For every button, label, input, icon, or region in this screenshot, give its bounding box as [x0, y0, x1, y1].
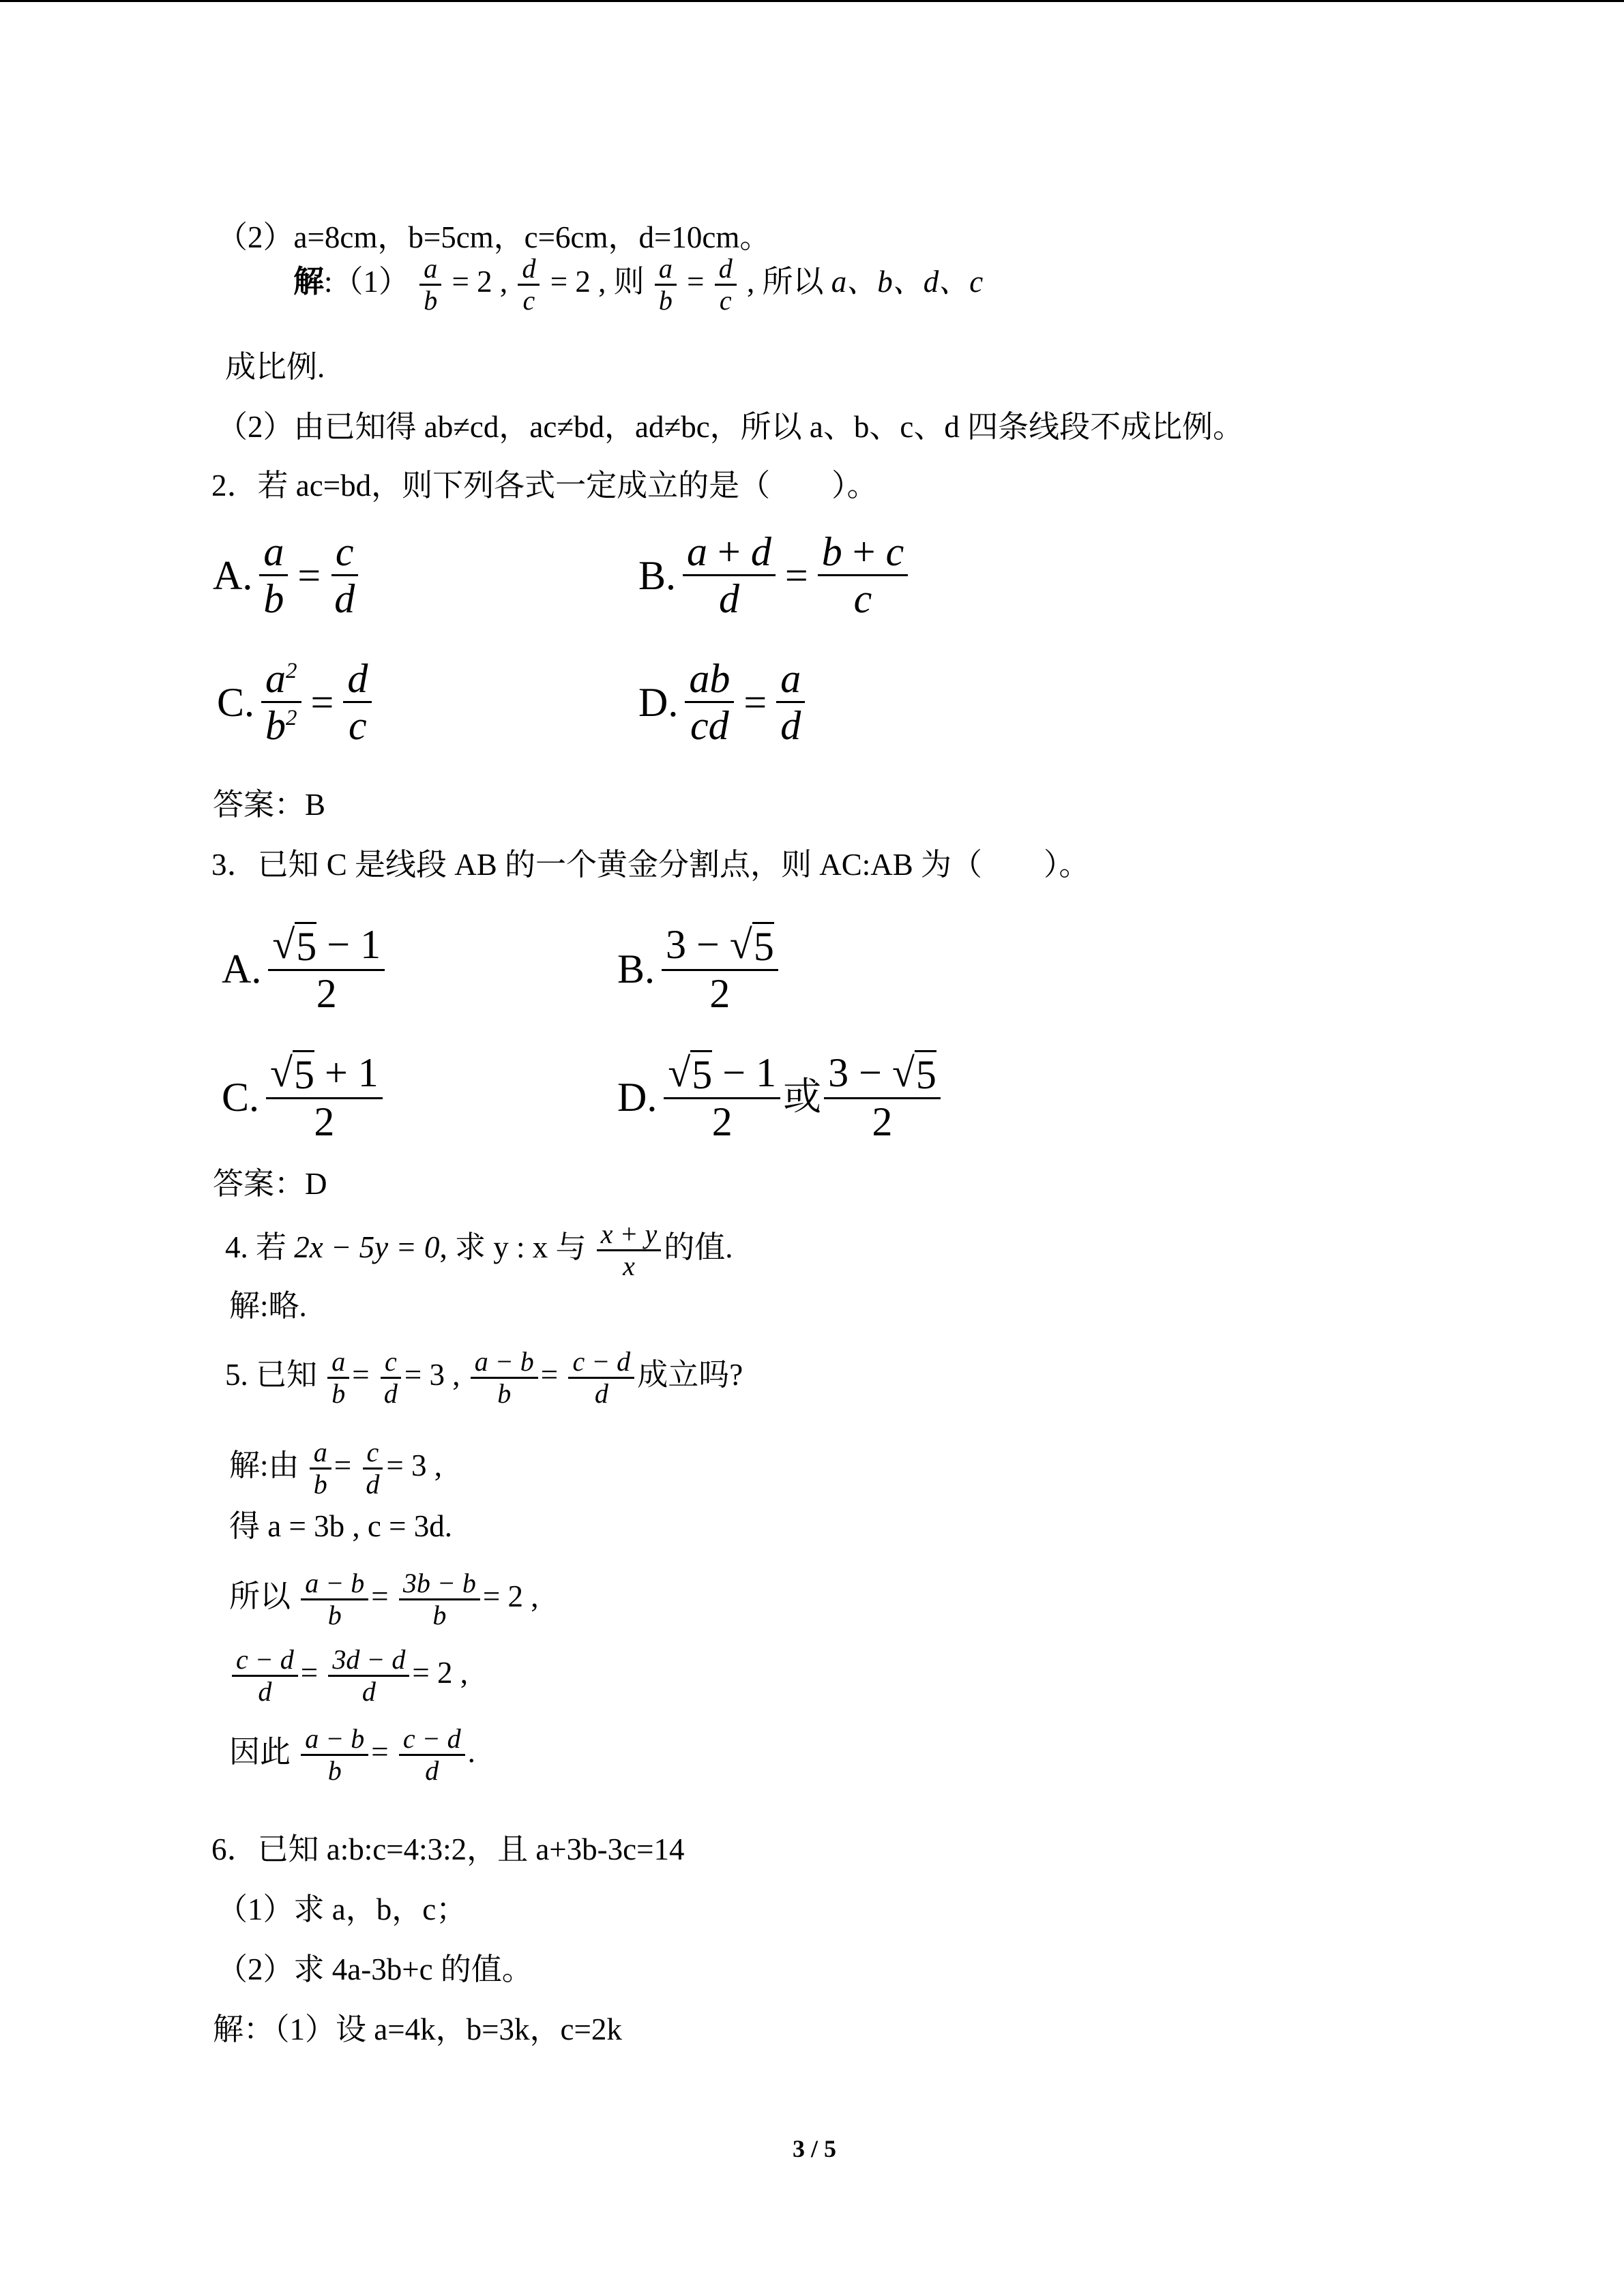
- option-label-d: D.: [638, 679, 679, 725]
- q5-sol-frac-a-b: $\frac{a}{b}$: [310, 1437, 331, 1500]
- q5-frac-cmd-d-3: $\frac{c - d}{d}$: [399, 1724, 465, 1786]
- q2-answer: [213, 784, 325, 825]
- q5-sol-frac-c-d: $\frac{c}{d}$: [361, 1437, 383, 1500]
- question-6-text: 6．已知 a:b:c=4:3:2，且 a+3b-3c=14: [211, 1832, 685, 1866]
- question-2: [211, 465, 878, 506]
- question-3-text: 3．已知 C 是线段 AB 的一个黄金分割点，则 AC:AB 为（ ）。: [211, 848, 1090, 882]
- q5-frac-c-d: $\frac{c}{d}$: [380, 1347, 402, 1409]
- q5-sol-eq3: = 3 ,: [386, 1448, 443, 1482]
- eq-2b: = 2 , 则: [550, 264, 645, 299]
- q5-sol-1: 解:由 $\frac{a}{b}$ = $\frac{c}{d}$ = 3 ,: [229, 1437, 443, 1500]
- part2-solution: [217, 406, 1243, 447]
- q5-sol5: 因此: [229, 1734, 291, 1769]
- frac-a2-b2: $\frac{a^2}{b^2}$: [261, 656, 301, 748]
- q3-answer: [213, 1163, 327, 1204]
- q5-sol-4: $\frac{c - d}{d}$ = $\frac{3d - d}{d}$ = 2 ,: [229, 1645, 468, 1707]
- eq-2a: = 2 ,: [452, 264, 508, 299]
- q5-frac-a-b: $\frac{a}{b}$: [327, 1347, 349, 1409]
- q4-pre: 4. 若: [225, 1229, 287, 1264]
- eq-2c: , 所以: [746, 264, 824, 299]
- frac-sqrt5-minus-1-d: √ 5 − 1 2: [664, 1050, 780, 1144]
- q5-sol-3: 所以 $\frac{a - b}{b}$ = $\frac{3b - b}{b}$ = 2 ,: [229, 1568, 539, 1630]
- frac-ab-cd: $\frac{ab}{cd}$: [685, 656, 734, 748]
- fraction-a-over-b-2: $\frac{a}{b}$: [655, 254, 677, 316]
- top-border: [0, 0, 1624, 2]
- frac-3-minus-sqrt5-d: 3 − √ 5 2: [824, 1050, 941, 1144]
- q6-part1-text: （1）求 a，b，c；: [217, 1892, 467, 1926]
- frac-a-d: $\frac{a}{d}$: [776, 656, 805, 748]
- frac-apd-d: $\frac{a + d}{d}$: [683, 529, 776, 621]
- question-3: [211, 844, 1090, 885]
- q5-sol1: 解:由: [229, 1448, 299, 1482]
- frac-sqrt5-plus-1: √ 5 + 1 2: [266, 1050, 383, 1144]
- q4-solution-text: 解:略.: [229, 1289, 307, 1323]
- q3-option-d: [617, 1050, 943, 1144]
- q3-option-b: [617, 922, 781, 1016]
- part2-given: [217, 217, 770, 258]
- q6-solution: [213, 2009, 622, 2050]
- q3-answer-text: 答案：D: [213, 1167, 327, 1201]
- q5-sol-5: 因此 $\frac{a - b}{b}$ = $\frac{c - d}{d}$ .: [229, 1723, 475, 1786]
- q5-eq3: = 3 ,: [404, 1357, 460, 1392]
- q5-frac-amb-b-3: $\frac{a - b}{b}$: [301, 1724, 368, 1786]
- q6-part2: [217, 1949, 533, 1990]
- fraction-a-over-b: $\frac{a}{b}$: [419, 254, 441, 316]
- solution-1: 解:（1） $\frac{a}{b}$ = 2 , $\frac{d}{c}$ = 2 , 则 $\frac{a}{b}$ = $\frac{d}{c}$ , 所以 a、b、d、c: [293, 253, 984, 316]
- fraction-d-over-c-2: $\frac{d}{c}$: [715, 254, 737, 316]
- sequence: a、b、d、c: [831, 264, 984, 299]
- q5-eq2-b: = 2 ,: [412, 1655, 469, 1690]
- option-label-b-3: B.: [617, 946, 655, 992]
- frac-bpc-c: $\frac{b + c}{c}$: [818, 529, 908, 621]
- or-text: 或: [783, 1075, 822, 1119]
- frac-c-d: $\frac{c}{d}$: [330, 529, 359, 621]
- q5-sol3: 所以: [229, 1579, 291, 1613]
- page-number: 3 / 5: [793, 2135, 837, 2162]
- q6-part2-text: （2）求 4a-3b+c 的值。: [217, 1952, 533, 1986]
- q2-answer-text: 答案：B: [213, 788, 326, 822]
- proportion-text: [225, 346, 325, 387]
- question-4: [225, 1219, 733, 1281]
- frac-d-c: $\frac{d}{c}$: [343, 656, 372, 748]
- q5-frac-amb-b: $\frac{a - b}{b}$: [471, 1347, 538, 1409]
- q6-part1: [217, 1889, 467, 1930]
- q4-equation: 2x − 5y = 0: [294, 1229, 440, 1264]
- q4-mid: , 求 y : x 与: [439, 1229, 587, 1264]
- question-2-text: 2．若 ac=bd，则下列各式一定成立的是（ ）。: [211, 468, 878, 503]
- q5-frac-3bmb-b: $\frac{3b - b}{b}$: [399, 1568, 480, 1630]
- q2-option-d: D. $\frac{ab}{cd}$ = $\frac{a}{d}$: [638, 656, 808, 748]
- option-label-c-3: C.: [222, 1075, 260, 1120]
- q2-option-b: B. $\frac{a + d}{d}$ = $\frac{b + c}{c}$: [638, 529, 911, 621]
- option-label-b: B.: [638, 552, 677, 598]
- part2-solution-text: （2）由已知得 ab≠cd，ac≠bd，ad≠bc，所以 a、b、c、d 四条线段不成比例。: [217, 410, 1244, 444]
- q5-frac-cmd-d-2: $\frac{c - d}{d}$: [232, 1645, 298, 1707]
- q5-sol2: 得 a = 3b , c = 3d.: [229, 1509, 452, 1543]
- frac-3-minus-sqrt5: 3 − √ 5 2: [662, 922, 778, 1016]
- solution-part-label: （1）: [332, 264, 410, 299]
- q6-solution-text: 解：（1）设 a=4k，b=3k，c=2k: [213, 2012, 622, 2046]
- q3-option-c: [222, 1050, 385, 1144]
- option-label-d-3: D.: [617, 1075, 658, 1120]
- frac-a-b: $\frac{a}{b}$: [259, 529, 288, 621]
- fraction-d-over-c: $\frac{d}{c}$: [518, 254, 540, 316]
- q3-option-a: [222, 922, 387, 1016]
- part2-given-text: （2）a=8cm，b=5cm，c=6cm，d=10cm。: [217, 220, 771, 254]
- solution-label: 解: [293, 263, 325, 299]
- q5-sol-2: [229, 1506, 452, 1547]
- proportion-text-label: 成比例.: [225, 350, 325, 384]
- q5-frac-cmd-d: $\frac{c - d}{d}$: [568, 1347, 634, 1409]
- question-6: [211, 1829, 685, 1870]
- q5-frac-3dmd-d: $\frac{3d - d}{d}$: [328, 1645, 409, 1707]
- question-5: 5. 已知 $\frac{a}{b}$ = $\frac{c}{d}$ = 3 , $\frac{a - b}{b}$ = $\frac{c - d}{d}$ 成立吗?: [225, 1346, 743, 1409]
- q2-option-a: A. $\frac{a}{b}$ = $\frac{c}{d}$: [213, 529, 361, 621]
- option-label-a-3: A.: [222, 946, 262, 992]
- frac-sqrt5-minus-1: √ 5 − 1 2: [268, 922, 385, 1016]
- option-label-a: A.: [213, 552, 253, 598]
- q5-frac-amb-b-2: $\frac{a - b}{b}$: [301, 1568, 368, 1630]
- q4-solution: [229, 1285, 307, 1326]
- q5-pre: 5. 已知: [225, 1357, 318, 1392]
- q5-post: 成立吗?: [637, 1357, 743, 1392]
- frac-xpy-x: $\frac{x + y}{x}$: [597, 1219, 662, 1281]
- q4-post: 的值.: [664, 1229, 733, 1264]
- q2-option-c: C. $\frac{a^2}{b^2}$ = $\frac{d}{c}$: [217, 656, 374, 748]
- q5-eq2: = 2 ,: [482, 1579, 539, 1613]
- option-label-c: C.: [217, 679, 255, 725]
